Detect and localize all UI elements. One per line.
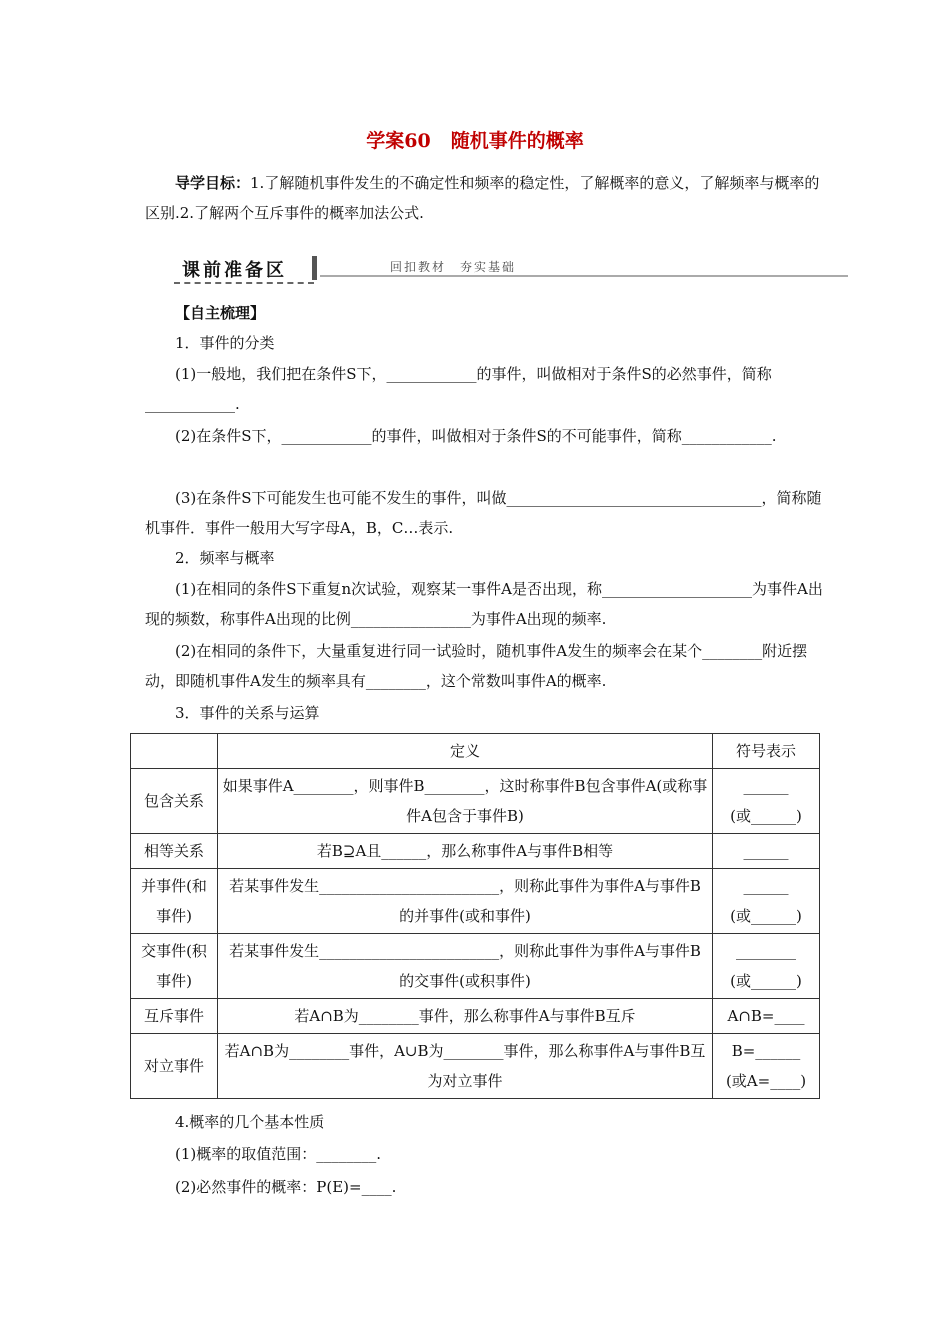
paragraph-1: (1)一般地，我们把在条件S下，____________的事件，叫做相对于条件S的必然事件，简称____________. xyxy=(145,365,772,413)
title-prefix: 学案60 xyxy=(366,130,431,152)
heading-3: 3．事件的关系与运算 xyxy=(175,704,320,722)
symbol-alt: (或______) xyxy=(730,807,802,825)
paragraph-6: (1)概率的取值范围：________. xyxy=(175,1145,382,1163)
page-title xyxy=(0,126,950,153)
section-label: 【自主梳理】 xyxy=(175,304,266,322)
heading-1: 1．事件的分类 xyxy=(175,334,275,352)
objectives-text: 1.了解随机事件发生的不确定性和频率的稳定性，了解概率的意义，了解频率与概率的区别.2.了解两个互斥事件的概率加法公式. xyxy=(145,174,820,222)
relation-symbol xyxy=(713,869,820,934)
paragraph-3: (3)在条件S下可能发生也可能不发生的事件，叫做__________________________________，简称随机事件．事件一般用大写字母A，B，C…表示. xyxy=(145,489,822,537)
relation-symbol xyxy=(713,934,820,999)
symbol-line: B=______ xyxy=(731,1042,801,1060)
relation-name: 交事件(积事件) xyxy=(131,934,218,999)
title-main: 随机事件的概率 xyxy=(450,130,584,152)
relation-symbol xyxy=(713,1034,820,1099)
paragraph-7: (2)必然事件的概率：P(E)=____. xyxy=(175,1178,397,1196)
table-row xyxy=(131,869,820,934)
heading-2: 2．频率与概率 xyxy=(175,549,275,567)
symbol-line: ______ xyxy=(743,877,789,895)
relation-symbol xyxy=(713,999,820,1034)
banner-subtitle: 回扣教材 夯实基础 xyxy=(390,260,517,274)
symbol-line: ______ xyxy=(743,777,789,795)
paragraph-2: (2)在条件S下，____________的事件，叫做相对于条件S的不可能事件，简称____________. xyxy=(175,427,777,445)
banner-dash-line xyxy=(174,282,314,284)
relation-definition: 若某事件发生________________________，则称此事件为事件A与事件B的并事件(或和事件) xyxy=(218,869,713,934)
relation-name: 相等关系 xyxy=(131,834,218,869)
relation-name: 并事件(和事件) xyxy=(131,869,218,934)
table-row xyxy=(131,934,820,999)
objectives-label: 导学目标： xyxy=(175,174,251,192)
banner-rule xyxy=(320,275,848,277)
relation-definition: 若A∩B为________事件，那么称事件A与事件B互斥 xyxy=(218,999,713,1034)
table-header: 定义 xyxy=(218,734,713,769)
objectives xyxy=(145,168,825,228)
event-relations-table xyxy=(130,733,820,1099)
relation-name: 对立事件 xyxy=(131,1034,218,1099)
relation-definition: 如果事件A________，则事件B________，这时称事件B包含事件A(或称事件A包含于事件B) xyxy=(218,769,713,834)
heading-4: 4.概率的几个基本性质 xyxy=(175,1113,325,1131)
relation-definition: 若B⊇A且______，那么称事件A与事件B相等 xyxy=(218,834,713,869)
table-header xyxy=(131,734,218,769)
relation-name: 互斥事件 xyxy=(131,999,218,1034)
paragraph-4: (1)在相同的条件S下重复n次试验，观察某一事件A是否出现，称____________________为事件A出现的频数，称事件A出现的比例________________为事件A出现的频率. xyxy=(145,580,823,628)
table-row xyxy=(131,999,820,1034)
relation-symbol xyxy=(713,834,820,869)
table-header-row xyxy=(131,734,820,769)
table-row xyxy=(131,834,820,869)
relation-definition: 若A∩B为________事件，A∪B为________事件，那么称事件A与事件B互为对立事件 xyxy=(218,1034,713,1099)
relation-name: 包含关系 xyxy=(131,769,218,834)
symbol-alt: (或A=____) xyxy=(725,1072,807,1090)
banner-heading: 课前准备区 xyxy=(182,260,287,281)
table-header: 符号表示 xyxy=(713,734,820,769)
symbol-line: A∩B=____ xyxy=(727,1007,805,1025)
symbol-alt: (或______) xyxy=(730,907,802,925)
banner-bar xyxy=(312,256,317,280)
symbol-alt: (或______) xyxy=(730,972,802,990)
paragraph-5: (2)在相同的条件下，大量重复进行同一试验时，随机事件A发生的频率会在某个________附近摆动，即随机事件A发生的频率具有________，这个常数叫事件A的概率. xyxy=(145,642,808,690)
table-row xyxy=(131,769,820,834)
relation-symbol xyxy=(713,769,820,834)
section-banner xyxy=(174,252,849,292)
symbol-line: ______ xyxy=(743,842,789,860)
table-row xyxy=(131,1034,820,1099)
relation-definition: 若某事件发生________________________，则称此事件为事件A与事件B的交事件(或积事件) xyxy=(218,934,713,999)
symbol-line: ________ xyxy=(736,942,796,960)
